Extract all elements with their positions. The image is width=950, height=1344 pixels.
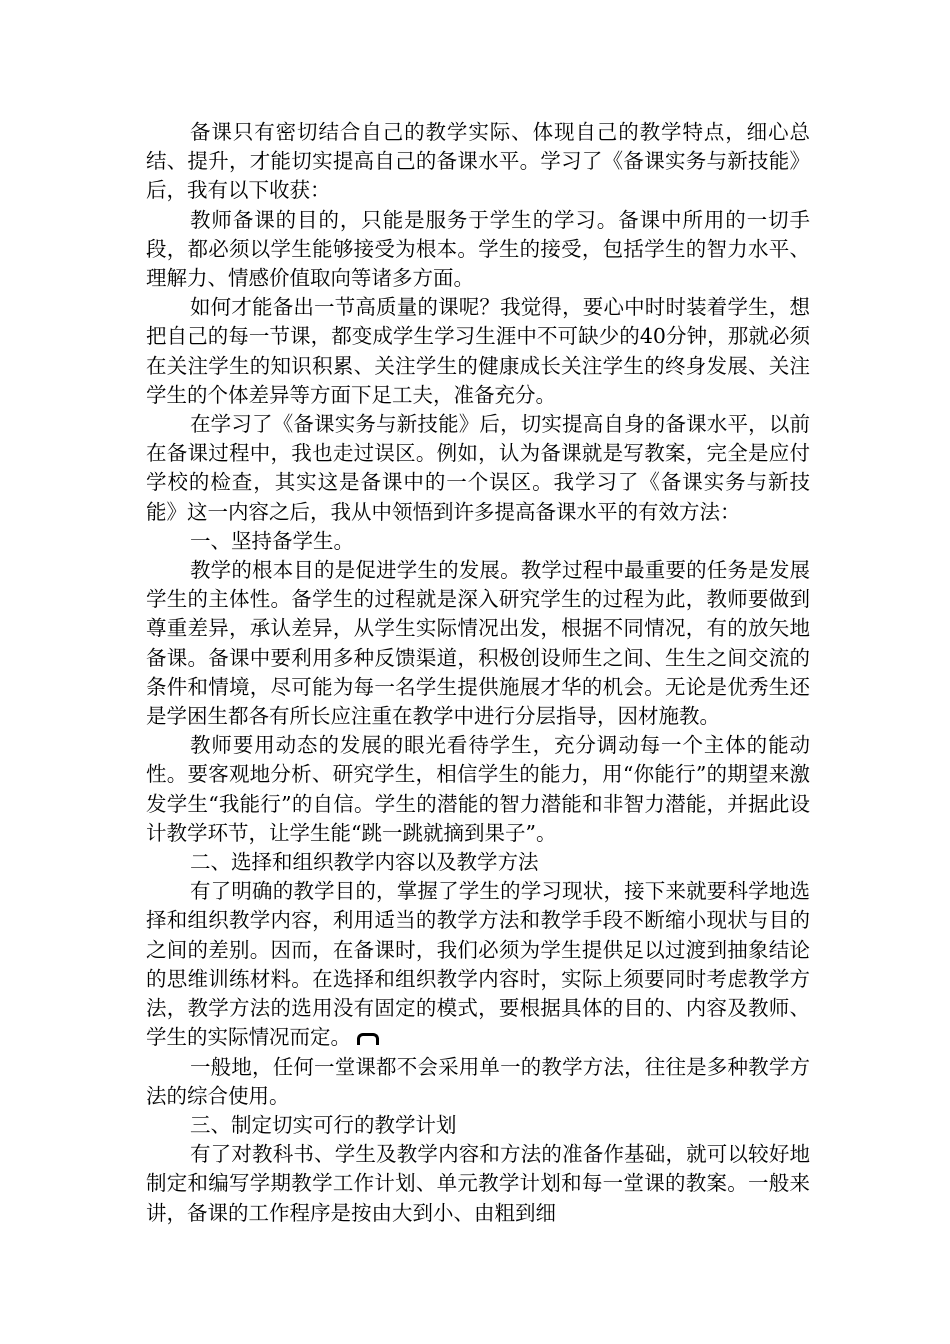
paragraph-how-to-prepare: 如何才能备出一节高质量的课呢？我觉得，要心中时时装着学生，想把自己的每一节课，都变成学生学习生涯中不可缺少的40分钟，那就必须在关注学生的知识积累、关注学生的健康成长关注学生的终身发展、关注学生的个体差异等方面下足工夫，准备充分。 (146, 295, 810, 407)
paragraph-mixed-methods: 一般地，任何一堂课都不会采用单一的教学方法，往往是多种教学方法的综合使用。 (146, 1054, 810, 1108)
section-heading-2: 二、选择和组织教学内容以及教学方法 (190, 850, 539, 875)
paragraph-intro: 备课只有密切结合自己的教学实际、体现自己的教学特点，细心总结、提升，才能切实提高自己的备课水平。学习了《备课实务与新技能》后，我有以下收获： (146, 120, 810, 203)
paragraph-content-methods (146, 877, 810, 1052)
paragraph-planning: 有了对教科书、学生及教学内容和方法的准备作基础，就可以较好地制定和编写学期教学工作计划、单元教学计划和每一堂课的教案。一般来讲，备课的工作程序是按由大到小、由粗到细 (146, 1142, 810, 1225)
paragraph-dynamic-view: 教师要用动态的发展的眼光看待学生，充分调动每一个主体的能动性。要客观地分析、研究学生，相信学生的能力，用“你能行”的期望来激发学生“我能行”的自信。学生的潜能的智力潜能和非智力潜能，并据此设计教学环节，让学生能“跳一跳就摘到果子”。 (146, 733, 810, 845)
paragraph-student-development: 教学的根本目的是促进学生的发展。教学过程中最重要的任务是发展学生的主体性。备学生的过程就是深入研究学生的过程为此，教师要做到尊重差异，承认差异，从学生实际情况出发，根据不同情况，有的放矢地备课。备课中要利用多种反馈渠道，积极创设师生之间、生生之间交流的条件和情境，尽可能为每一名学生提供施展才华的机会。无论是优秀生还是学困生都各有所长应注重在教学中进行分层指导，因材施教。 (146, 558, 810, 729)
section-heading-1: 一、坚持备学生。 (190, 528, 354, 553)
paragraph-purpose: 教师备课的目的，只能是服务于学生的学习。备课中所用的一切手段，都必须以学生能够接受为根本。学生的接受，包括学生的智力水平、理解力、情感价值取向等诸多方面。 (146, 207, 810, 291)
bracket-mark-icon (357, 1033, 379, 1045)
section-heading-3: 三、制定切实可行的教学计划 (190, 1112, 457, 1137)
document-body (146, 118, 810, 1228)
paragraph-content-methods-text: 有了明确的教学目的，掌握了学生的学习现状，接下来就要科学地选择和组织教学内容，利用适当的教学方法和教学手段不断缩小现状与目的之间的差别。因而，在备课时，我们必须为学生提供足以过渡到抽象结论的思维训练材料。在选择和组织教学内容时，实际上须要同时考虑教学方法，教学方法的选用没有固定的模式，要根据具体的目的、内容及教师、学生的实际情况而定。 (146, 879, 810, 1050)
paragraph-misconception: 在学习了《备课实务与新技能》后，切实提高自身的备课水平，以前在备课过程中，我也走过误区。例如，认为备课就是写教案，完全是应付学校的检查，其实这是备课中的一个误区。我学习了《备课实务与新技能》这一内容之后，我从中领悟到许多提高备课水平的有效方法： (146, 412, 810, 524)
